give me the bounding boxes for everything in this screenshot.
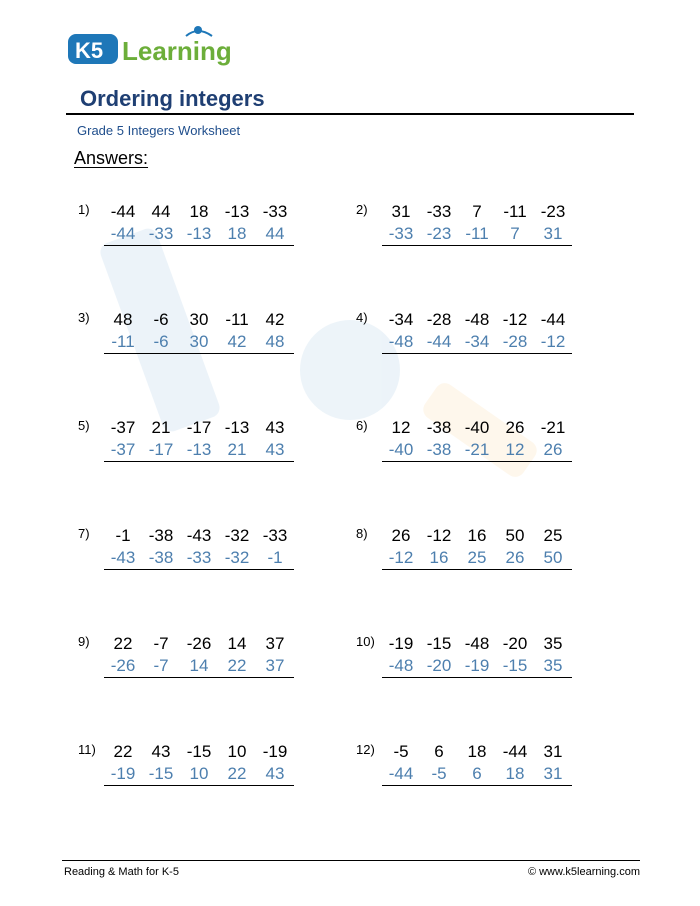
answer-value: -11	[104, 332, 142, 354]
footer-divider	[62, 860, 640, 861]
integer-value: 12	[391, 418, 411, 437]
answer-value: 43	[256, 440, 294, 462]
worksheet-title: Ordering integers	[80, 86, 265, 111]
worksheet-subtitle: Grade 5 Integers Worksheet	[77, 123, 241, 138]
answer-value: 43	[256, 764, 294, 786]
answer-value: -33	[382, 224, 420, 246]
integer-value: -19	[388, 634, 414, 653]
problem-item	[78, 742, 338, 790]
integer-value: -44	[540, 310, 566, 329]
answer-value: 30	[180, 332, 218, 354]
problem-item	[78, 310, 338, 358]
answer-row	[382, 440, 572, 462]
problem-item	[78, 634, 338, 682]
answer-row	[382, 548, 572, 570]
problem-integers	[382, 202, 572, 222]
answer-value: 35	[534, 656, 572, 678]
integer-value: -5	[393, 742, 409, 761]
integer-value: 50	[505, 526, 525, 545]
problem-number: 6)	[356, 418, 368, 433]
integer-value: 31	[543, 742, 563, 761]
answer-value: -13	[180, 224, 218, 246]
answer-row	[104, 764, 294, 786]
integer-value: 10	[227, 742, 247, 761]
answer-value: 14	[180, 656, 218, 678]
integer-value: 44	[151, 202, 171, 221]
problem-item	[356, 742, 616, 790]
problem-item	[78, 526, 338, 574]
problem-number: 3)	[78, 310, 90, 325]
integer-value: 25	[543, 526, 563, 545]
problem-number: 12)	[356, 742, 375, 757]
problem-item	[356, 418, 616, 466]
answer-value: 31	[534, 764, 572, 786]
integer-value: 37	[265, 634, 285, 653]
answer-value: 26	[496, 548, 534, 570]
answer-value: -37	[104, 440, 142, 462]
integer-value: -19	[262, 742, 288, 761]
integer-value: 6	[434, 742, 444, 761]
answer-value: -32	[218, 548, 256, 570]
integer-value: 43	[265, 418, 285, 437]
integer-value: -6	[153, 310, 169, 329]
answer-value: -34	[458, 332, 496, 354]
integer-value: -38	[148, 526, 174, 545]
problem-integers	[382, 526, 572, 546]
answer-row	[104, 548, 294, 570]
integer-value: -12	[502, 310, 528, 329]
answer-row	[382, 332, 572, 354]
integer-value: -23	[540, 202, 566, 221]
answer-value: 21	[218, 440, 256, 462]
problem-integers	[382, 310, 572, 330]
problem-integers	[104, 634, 294, 654]
integer-value: -48	[464, 310, 490, 329]
problem-integers	[104, 202, 294, 222]
integer-value: 7	[472, 202, 482, 221]
answer-value: -21	[458, 440, 496, 462]
integer-value: 43	[151, 742, 171, 761]
integer-value: 31	[391, 202, 411, 221]
problem-integers	[382, 418, 572, 438]
integer-value: -15	[426, 634, 452, 653]
problem-number: 9)	[78, 634, 90, 649]
answer-value: -20	[420, 656, 458, 678]
integer-value: 48	[113, 310, 133, 329]
answer-value: 22	[218, 656, 256, 678]
answer-row	[104, 656, 294, 678]
answer-row	[104, 224, 294, 246]
footer-copyright: © www.k5learning.com	[527, 866, 640, 878]
answer-value: 48	[256, 332, 294, 354]
title-divider	[66, 113, 634, 115]
integer-value: -38	[426, 418, 452, 437]
answer-value: -12	[534, 332, 572, 354]
problem-integers	[382, 634, 572, 654]
integer-value: -11	[503, 202, 527, 221]
integer-value: 22	[113, 742, 133, 761]
integer-value: 26	[505, 418, 525, 437]
answer-row	[104, 332, 294, 354]
problem-number: 5)	[78, 418, 90, 433]
answer-value: -15	[142, 764, 180, 786]
problem-number: 11)	[78, 742, 96, 757]
answer-row	[104, 440, 294, 462]
problem-item	[356, 202, 616, 250]
answer-value: -11	[458, 224, 496, 246]
answer-value: 12	[496, 440, 534, 462]
answer-value: -15	[496, 656, 534, 678]
answer-value: -44	[382, 764, 420, 786]
problem-number: 10)	[356, 634, 375, 649]
problem-item	[78, 418, 338, 466]
integer-value: -13	[224, 202, 250, 221]
integer-value: 30	[189, 310, 209, 329]
answer-row	[382, 656, 572, 678]
problem-integers	[382, 742, 572, 762]
integer-value: -7	[153, 634, 169, 653]
answers-heading: Answers:	[74, 148, 149, 168]
integer-value: 22	[113, 634, 133, 653]
integer-value: -20	[502, 634, 528, 653]
answer-value: -38	[420, 440, 458, 462]
answer-value: -17	[142, 440, 180, 462]
problem-item	[78, 202, 338, 250]
footer-tagline: Reading & Math for K-5	[64, 866, 179, 878]
answer-row	[382, 224, 572, 246]
answer-value: 18	[218, 224, 256, 246]
integer-value: 26	[391, 526, 411, 545]
problem-item	[356, 634, 616, 682]
answer-value: -19	[458, 656, 496, 678]
integer-value: -43	[186, 526, 212, 545]
integer-value: -11	[225, 310, 249, 329]
integer-value: -40	[464, 418, 490, 437]
integer-value: -15	[186, 742, 212, 761]
answer-value: 6	[458, 764, 496, 786]
answer-value: 31	[534, 224, 572, 246]
answer-value: -43	[104, 548, 142, 570]
integer-value: -32	[224, 526, 250, 545]
integer-value: -44	[502, 742, 528, 761]
answer-value: 44	[256, 224, 294, 246]
answer-value: 16	[420, 548, 458, 570]
svg-text:K5: K5	[75, 38, 104, 63]
integer-value: -33	[262, 202, 288, 221]
problem-integers	[104, 526, 294, 546]
answer-value: 7	[496, 224, 534, 246]
problem-number: 1)	[78, 202, 90, 217]
answer-value: -1	[256, 548, 294, 570]
integer-value: -28	[426, 310, 452, 329]
integer-value: 18	[189, 202, 209, 221]
answer-value: -33	[142, 224, 180, 246]
answer-value: -23	[420, 224, 458, 246]
svg-text:Learning: Learning	[122, 36, 232, 66]
answer-value: 26	[534, 440, 572, 462]
integer-value: -37	[110, 418, 136, 437]
integer-value: -17	[186, 418, 212, 437]
integer-value: -13	[224, 418, 250, 437]
answer-value: 42	[218, 332, 256, 354]
problem-item	[356, 526, 616, 574]
problem-number: 8)	[356, 526, 368, 541]
answer-value: 22	[218, 764, 256, 786]
integer-value: -44	[110, 202, 136, 221]
answer-value: -28	[496, 332, 534, 354]
integer-value: -21	[540, 418, 566, 437]
k5-learning-logo	[66, 24, 246, 70]
answer-value: -13	[180, 440, 218, 462]
integer-value: -1	[115, 526, 131, 545]
problem-integers	[104, 418, 294, 438]
answer-value: 18	[496, 764, 534, 786]
integer-value: -34	[388, 310, 414, 329]
integer-value: 16	[467, 526, 487, 545]
answer-value: 25	[458, 548, 496, 570]
answer-value: -44	[420, 332, 458, 354]
answer-value: 37	[256, 656, 294, 678]
problem-number: 4)	[356, 310, 368, 325]
integer-value: 18	[467, 742, 487, 761]
integer-value: 42	[265, 310, 285, 329]
problem-item	[356, 310, 616, 358]
problem-integers	[104, 742, 294, 762]
integer-value: -12	[426, 526, 452, 545]
answer-value: -48	[382, 332, 420, 354]
answer-value: -44	[104, 224, 142, 246]
problem-number: 7)	[78, 526, 90, 541]
answer-value: -33	[180, 548, 218, 570]
answer-value: 10	[180, 764, 218, 786]
integer-value: 14	[227, 634, 247, 653]
answer-value: -12	[382, 548, 420, 570]
answer-value: -7	[142, 656, 180, 678]
answer-value: -40	[382, 440, 420, 462]
answer-value: -38	[142, 548, 180, 570]
answer-value: -19	[104, 764, 142, 786]
integer-value: -48	[464, 634, 490, 653]
integer-value: 21	[151, 418, 171, 437]
answer-value: -5	[420, 764, 458, 786]
problem-integers	[104, 310, 294, 330]
integer-value: -26	[186, 634, 212, 653]
answer-row	[382, 764, 572, 786]
problem-number: 2)	[356, 202, 368, 217]
answer-value: 50	[534, 548, 572, 570]
answer-value: -6	[142, 332, 180, 354]
integer-value: -33	[262, 526, 288, 545]
integer-value: -33	[426, 202, 452, 221]
answer-value: -48	[382, 656, 420, 678]
answer-value: -26	[104, 656, 142, 678]
integer-value: 35	[543, 634, 563, 653]
